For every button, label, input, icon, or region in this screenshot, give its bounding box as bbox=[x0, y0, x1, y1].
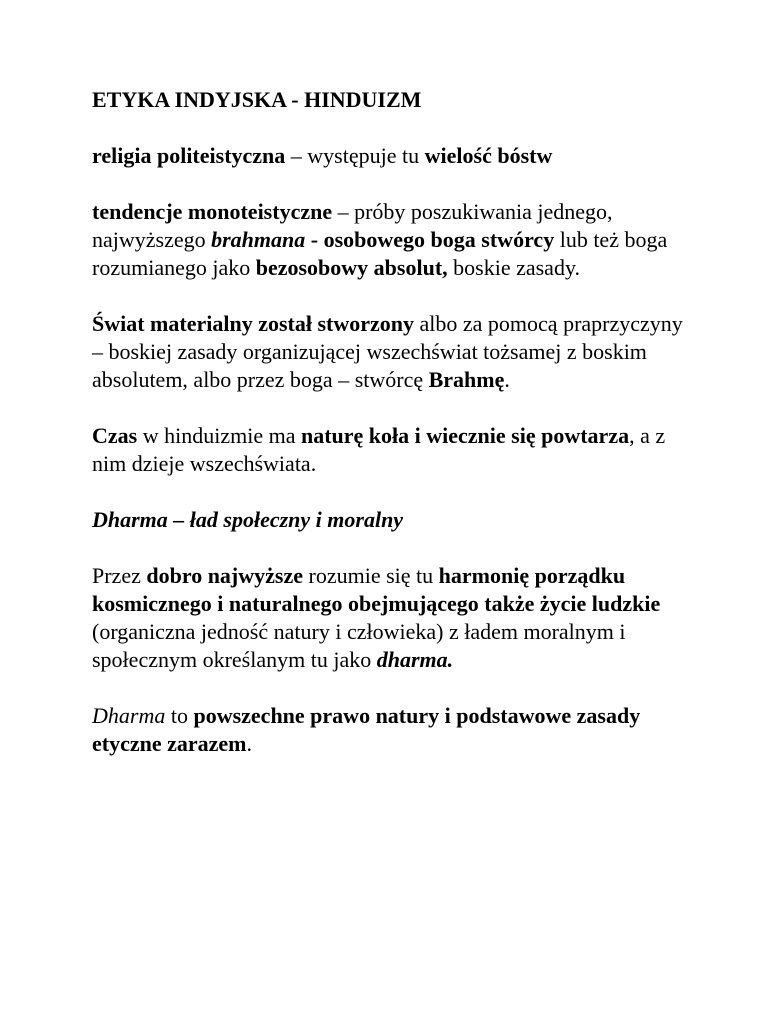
heading: Dharma – ład społeczny i moralny bbox=[92, 507, 404, 532]
term: Dharma bbox=[92, 703, 166, 728]
text: – próby poszukiwania jednego, najwyższego bbox=[92, 199, 613, 252]
text: lub też boga rozumianego jako bbox=[92, 227, 668, 280]
text: . bbox=[504, 367, 510, 392]
term: powszechne prawo natury i podstawowe zasady etyczne zarazem bbox=[92, 703, 641, 756]
term: Brahmę bbox=[428, 367, 505, 392]
paragraph-highest-good bbox=[92, 562, 692, 674]
document-title: ETYKA INDYJSKA - HINDUIZM bbox=[92, 87, 422, 112]
text: albo za pomocą praprzyczyny – boskiej zasady organizującej wszechświat tożsamej z boskim absolutem, albo przez boga – stwórcę bbox=[92, 311, 683, 392]
term: brahmana bbox=[211, 227, 306, 252]
term: Czas bbox=[92, 423, 138, 448]
paragraph-monotheism bbox=[92, 198, 692, 282]
text: boskie zasady. bbox=[447, 255, 581, 280]
paragraph-dharma-definition bbox=[92, 702, 692, 758]
term: wielość bóstw bbox=[424, 143, 553, 168]
document-page bbox=[92, 86, 692, 786]
text: rozumie się tu bbox=[303, 563, 439, 588]
paragraph-politheism bbox=[92, 142, 692, 170]
text: , a z nim dzieje wszechświata. bbox=[92, 423, 666, 476]
paragraph-creation bbox=[92, 310, 692, 394]
term: religia politeistyczna bbox=[92, 143, 286, 168]
section-heading-dharma bbox=[92, 506, 692, 534]
term: harmonię porządku kosmicznego i naturalnego obejmującego także życie ludzkie bbox=[92, 563, 661, 616]
term: naturę koła i wiecznie się powtarza bbox=[300, 423, 630, 448]
term: bezosobowy absolut, bbox=[255, 255, 448, 280]
text: Przez bbox=[92, 563, 147, 588]
term: tendencje monoteistyczne bbox=[92, 199, 333, 224]
term: - osobowego boga stwórcy bbox=[305, 227, 555, 252]
text: (organiczna jedność natury i człowieka) z ładem moralnym i społecznym określanym tu jako bbox=[92, 619, 626, 672]
term: dobro najwyższe bbox=[146, 563, 304, 588]
term: dharma. bbox=[376, 647, 454, 672]
text: – występuje tu bbox=[285, 143, 425, 168]
text: w hinduizmie ma bbox=[137, 423, 301, 448]
text: to bbox=[165, 703, 194, 728]
term: Świat materialny został stworzony bbox=[92, 311, 415, 336]
text: . bbox=[246, 731, 253, 756]
paragraph-time bbox=[92, 422, 692, 478]
